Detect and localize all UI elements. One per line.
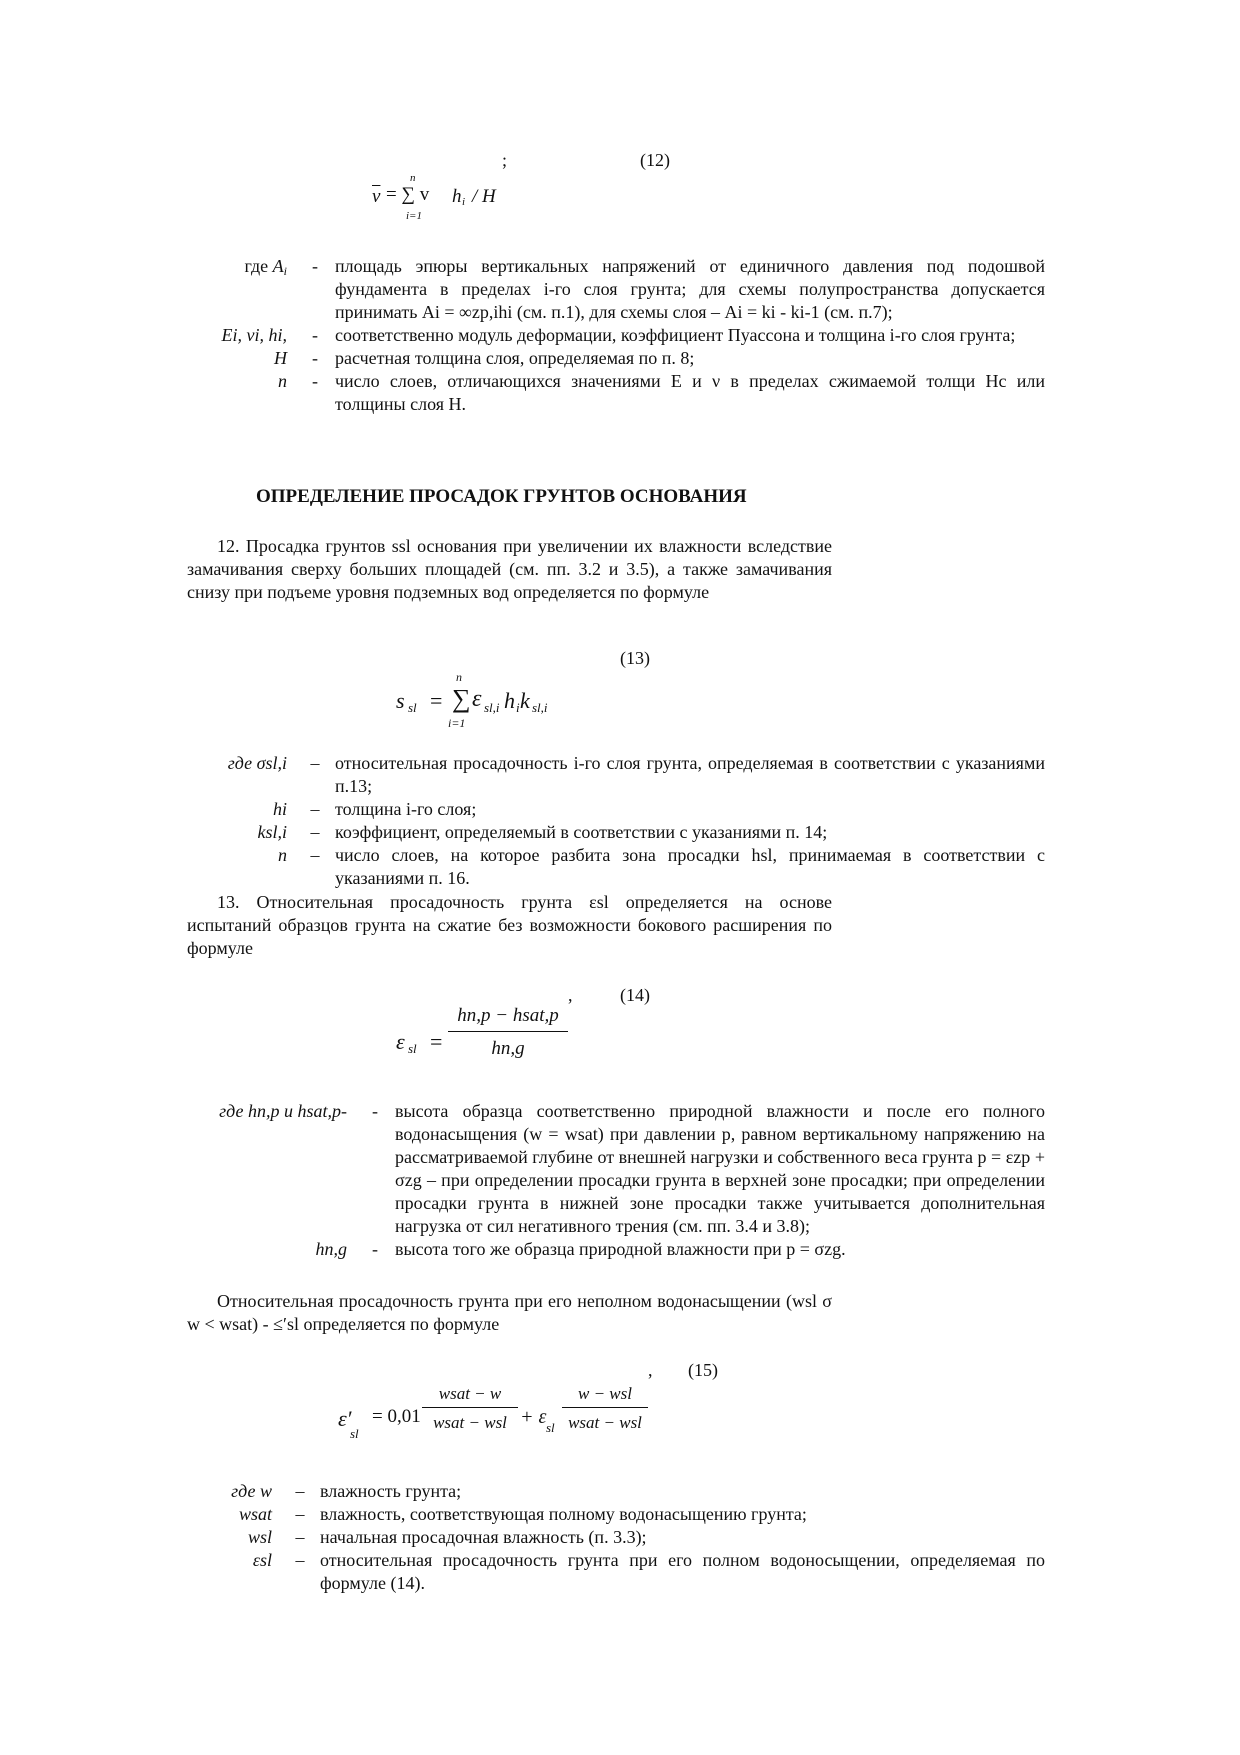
- eq14-lhs-sub: sl: [408, 1041, 417, 1056]
- paragraph-partial-saturation: Относительная просадочность грунта при его неполном водонасыщении (wsl σ w < wsat) - ≤′sl определяется по формуле: [187, 1291, 832, 1334]
- definition-row: [185, 798, 1045, 821]
- eq14-numerator: hn,p − hsat,p: [448, 1005, 568, 1032]
- term: H: [274, 348, 287, 368]
- eq15-plus-sub: sl: [546, 1420, 555, 1435]
- eq14-punct: ,: [568, 985, 573, 1005]
- eq13-h: h: [504, 688, 515, 713]
- eq14-lhs: ε: [396, 1029, 405, 1054]
- eq15-eq: = 0,01: [372, 1406, 421, 1427]
- dash: -: [312, 256, 318, 276]
- eq15-f1-denominator: wsat − wsl: [433, 1413, 507, 1432]
- eq13-h-sub: i: [516, 700, 520, 715]
- term: где σsl,i: [227, 753, 287, 773]
- eq14-fraction: [448, 1005, 568, 1060]
- term: n: [278, 845, 287, 865]
- description: коэффициент, определяемый в соответствии с указаниями п. 14;: [335, 822, 828, 842]
- eq13-eps-sub: sl,i: [484, 700, 500, 715]
- eq15-punct: ,: [648, 1360, 653, 1380]
- definition-row: [190, 1480, 1045, 1503]
- eq15-f2-denominator: wsat − wsl: [568, 1413, 642, 1432]
- eq13-k-sub: sl,i: [532, 700, 548, 715]
- eq12-end: / H: [472, 186, 496, 207]
- eq13-k: k: [520, 688, 530, 713]
- definition-row: [190, 1100, 1045, 1238]
- term: где $A_i$: [244, 256, 287, 278]
- description: толщина i-го слоя;: [335, 799, 477, 819]
- term: hi: [272, 799, 287, 819]
- dash: –: [295, 1550, 305, 1570]
- dash: –: [310, 753, 320, 773]
- dash: -: [312, 325, 318, 345]
- term: Ei, νi, hi,: [221, 325, 287, 345]
- eq15-lhs-sub: sl: [350, 1426, 359, 1441]
- definition-row: [185, 255, 1045, 324]
- definition-row: [185, 752, 1045, 798]
- definition-row: [185, 347, 1045, 370]
- eq15-number: (15): [688, 1360, 718, 1380]
- description: начальная просадочная влажность (п. 3.3);: [320, 1527, 647, 1547]
- eq12-sum-bottom: i=1: [406, 210, 422, 222]
- term: ksl,i: [257, 822, 287, 842]
- dash: -: [372, 1101, 378, 1121]
- section-heading: ОПРЕДЕЛЕНИЕ ПРОСАДОК ГРУНТОВ ОСНОВАНИЯ: [256, 486, 747, 507]
- description: влажность, соответствующая полному водонасыщению грунта;: [320, 1504, 807, 1524]
- description: относительная просадочность грунта при его полном водоносыщении, определяемая по формуле (14).: [320, 1550, 1045, 1593]
- paragraph-12: 12. Просадка грунтов ssl основания при увеличении их влажности вследствие замачивания сверху больших площадей (см. пп. 3.2 и 3.5), а также замачивания снизу при подъеме уровня подземных вод определяется по формуле: [187, 536, 832, 602]
- eq15-definitions: [190, 1480, 1045, 1595]
- description: относительная просадочность i-го слоя грунта, определяемая в соответствии с указаниями п.13;: [335, 753, 1045, 796]
- dash: –: [310, 845, 320, 865]
- eq15-fraction-2: [562, 1384, 648, 1433]
- eq14-number: (14): [620, 985, 650, 1005]
- eq12-lhs: $\overline{v}$: [372, 186, 381, 207]
- eq15-formula: [338, 1384, 668, 1456]
- eq13-sum-bottom: i=1: [448, 716, 466, 730]
- definition-row: [185, 844, 1045, 890]
- term: εsl: [252, 1550, 272, 1570]
- eq12-formula: [372, 172, 512, 227]
- eq14-eq: =: [430, 1029, 443, 1054]
- eq12-sum: = ∑ v: [386, 184, 430, 205]
- definition-row: [185, 370, 1045, 416]
- description: высота того же образца природной влажности при p = σzg.: [395, 1239, 846, 1259]
- description: расчетная толщина слоя, определяемая по п. 8;: [335, 348, 695, 368]
- dash: -: [372, 1239, 378, 1259]
- eq13-eq: =: [430, 688, 443, 713]
- dash: –: [295, 1481, 305, 1501]
- definition-row: [190, 1238, 1045, 1261]
- dash: -: [312, 371, 318, 391]
- definition-row: [185, 821, 1045, 844]
- eq12-h: h: [452, 186, 462, 207]
- eq12-sub-i: i: [462, 196, 466, 208]
- dash: –: [295, 1527, 305, 1547]
- eq12-definitions: [185, 255, 1045, 416]
- dash: –: [295, 1504, 305, 1524]
- description: высота образца соответственно природной влажности и после его полного водонасыщения (w = wsat) при давлении p, равном вертикальному напряжению на рассматриваемой глубине от внешней нагрузки и собственного веса грунта p = εzp + σzg – при определении просадки грунта в верхней зоне просадки; при определении просадки грунта в нижней зоне просадки также учитывается дополнительная нагрузка от сил негативного трения (см. пп. 3.4 и 3.8);: [395, 1101, 1045, 1236]
- definition-row: [185, 324, 1045, 347]
- term: wsat: [238, 1504, 272, 1524]
- eq13-lhs-sub: sl: [408, 700, 417, 715]
- eq13-formula: [396, 668, 596, 728]
- term: hn,g: [315, 1239, 347, 1259]
- eq15-f1-numerator: wsat − w: [422, 1384, 518, 1408]
- eq15-lhs: ε′: [338, 1406, 352, 1431]
- dash: –: [310, 799, 320, 819]
- dash: –: [310, 822, 320, 842]
- eq13-sum-top: n: [456, 670, 462, 684]
- paragraph-13: 13. Относительная просадочность грунта εsl определяется на основе испытаний образцов грунта на сжатие без возможности бокового расширения по формуле: [187, 892, 832, 958]
- term: wsl: [247, 1527, 272, 1547]
- eq12-sum-top: n: [410, 172, 416, 184]
- definition-row: [190, 1549, 1045, 1595]
- eq15-f2-numerator: w − wsl: [562, 1384, 648, 1408]
- definition-row: [190, 1503, 1045, 1526]
- term: где w: [231, 1481, 272, 1501]
- description: число слоев, отличающихся значениями E и ν в пределах сжимаемой толщи Hc или толщины слоя H.: [335, 371, 1045, 414]
- term: n: [278, 371, 287, 391]
- eq14-definitions: [190, 1100, 1045, 1261]
- description: соответственно модуль деформации, коэффициент Пуассона и толщина i-го слоя грунта;: [335, 325, 1016, 345]
- eq13-lhs: s: [396, 688, 405, 713]
- eq13-eps: ε: [472, 686, 482, 712]
- description: число слоев, на которое разбита зона просадки hsl, принимаемая в соответствии с указаниями п. 16.: [335, 845, 1045, 888]
- eq12-number: (12): [640, 150, 670, 170]
- description: влажность грунта;: [320, 1481, 462, 1501]
- eq13-definitions: [185, 752, 1045, 890]
- dash: -: [312, 348, 318, 368]
- description: площадь эпюры вертикальных напряжений от единичного давления под подошвой фундамента в пределах i-го слоя грунта; для схемы полупространства допускается принимать Ai = ∞zp,ihi (см. п.1), для схемы слоя – Ai = ki - ki-1 (см. п.7);: [335, 256, 1045, 322]
- eq15-plus: + ε: [520, 1406, 547, 1428]
- eq14-denominator: hn,g: [491, 1038, 525, 1059]
- eq13-number: (13): [620, 648, 650, 668]
- definition-row: [190, 1526, 1045, 1549]
- term: где hn,p и hsat,p-: [219, 1101, 347, 1121]
- eq13-sigma: ∑: [452, 684, 471, 713]
- eq15-fraction-1: [422, 1384, 518, 1433]
- eq12-punct: ;: [502, 150, 508, 170]
- eq14-formula: [396, 1005, 596, 1075]
